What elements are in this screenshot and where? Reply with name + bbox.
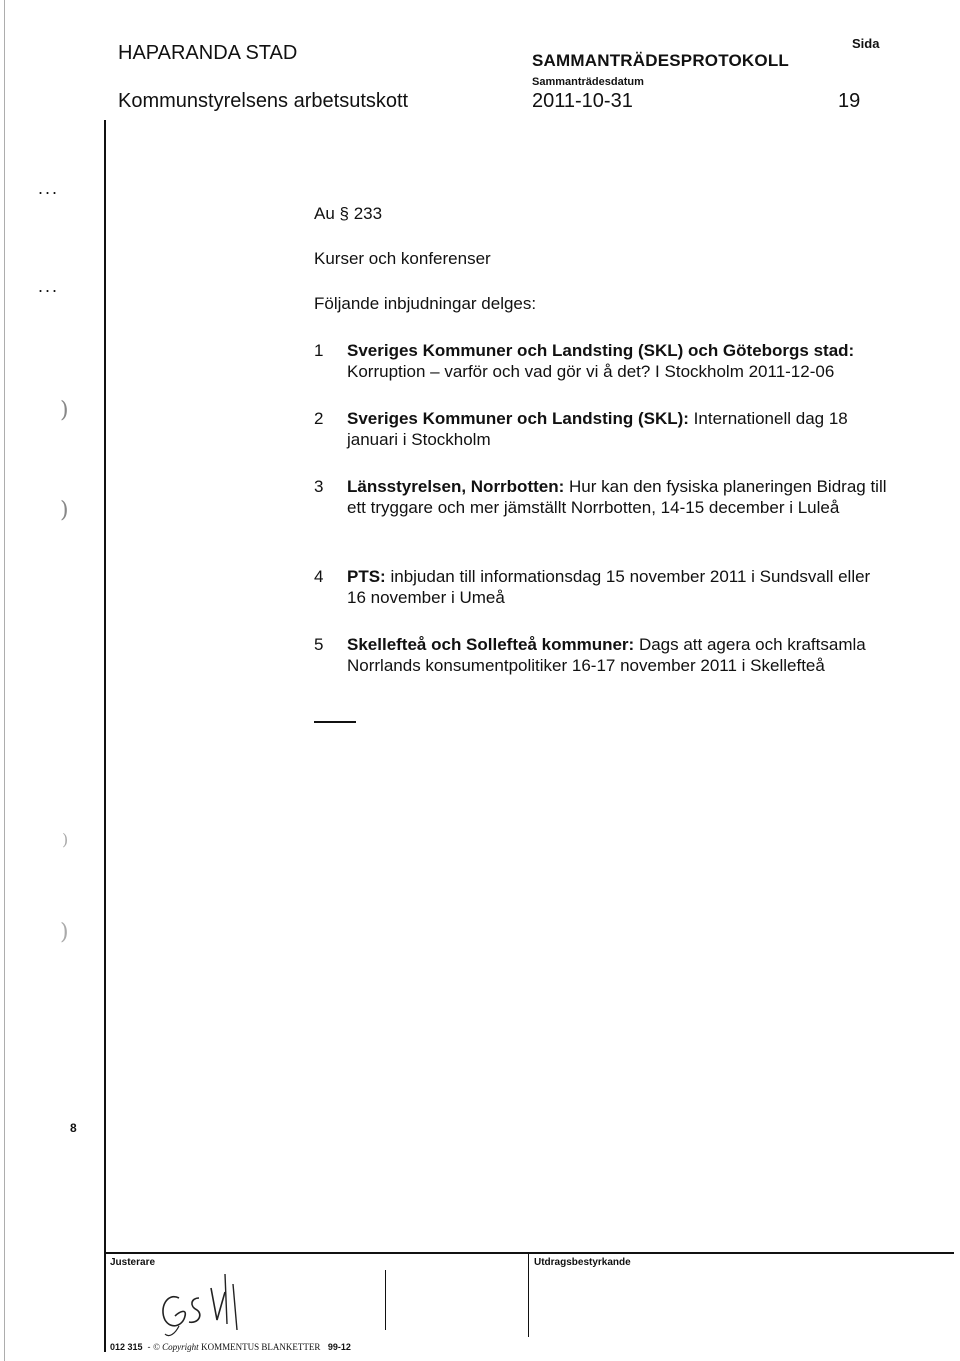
document-type: SAMMANTRÄDESPROTOKOLL xyxy=(532,51,789,70)
margin-dots-1: ... xyxy=(38,178,60,198)
item-org: Sveriges Kommuner och Landsting (SKL): xyxy=(347,409,689,428)
item-org: Skellefteå och Sollefteå kommuner: xyxy=(347,635,635,654)
footer-rule xyxy=(104,1252,954,1254)
justerare-label: Justerare xyxy=(110,1257,156,1268)
margin-side-number: 8 xyxy=(70,1121,77,1135)
committee-name: Kommunstyrelsens arbetsutskott xyxy=(118,90,409,112)
item-number: 2 xyxy=(314,409,324,428)
item-text: Internationell dag 18 januari i Stockholm xyxy=(347,409,848,449)
form-code: 012 315 xyxy=(110,1342,143,1352)
item-number: 1 xyxy=(314,341,324,360)
item-org: Länsstyrelsen, Norrbotten: xyxy=(347,477,565,496)
list-item xyxy=(314,340,914,382)
margin-bracket-mark: ) xyxy=(62,830,69,849)
item-text: Korruption – varför och vad gör vi å det? I Stockholm 2011-12-06 xyxy=(347,362,835,381)
item-org: Sveriges Kommuner och Landsting (SKL) och Göteborgs stad: xyxy=(347,341,855,360)
list-item xyxy=(314,566,914,608)
item-text: inbjudan till informationsdag 15 november 2011 i Sundsvall eller 16 november i Umeå xyxy=(347,567,871,607)
section-intro: Följande inbjudningar delges: xyxy=(314,294,537,313)
footer-divider xyxy=(385,1270,386,1330)
footer-divider xyxy=(528,1252,529,1337)
margin-dots-2: ... xyxy=(38,276,60,296)
item-number: 3 xyxy=(314,477,324,496)
item-number: 4 xyxy=(314,567,324,586)
item-number: 5 xyxy=(314,635,324,654)
scan-edge-line xyxy=(4,0,5,1361)
publisher-name: KOMMENTUS BLANKETTER xyxy=(201,1342,321,1352)
copyright-text: © Copyright xyxy=(153,1342,199,1352)
paragraph-number: Au § 233 xyxy=(314,204,383,223)
utdrag-label: Utdragsbestyrkande xyxy=(534,1257,631,1268)
organization-name: HAPARANDA STAD xyxy=(118,42,298,64)
margin-bracket-mark: ) xyxy=(60,920,69,945)
margin-rule xyxy=(104,120,106,1352)
page-label: Sida xyxy=(852,36,880,51)
form-footer: 012 315 - © Copyright KOMMENTUS BLANKETTER 99-12 xyxy=(110,1342,351,1352)
form-version: 99-12 xyxy=(327,1342,351,1352)
meeting-date: 2011-10-31 xyxy=(532,90,633,112)
section-end-rule xyxy=(314,721,356,723)
margin-bracket-mark: ) xyxy=(60,498,69,523)
page-number: 19 xyxy=(838,90,861,112)
list-item xyxy=(314,476,914,518)
item-text: Hur kan den fysiska planeringen Bidrag till ett tryggare och mer jämställt Norrbotten, 14-15 december i Luleå xyxy=(347,477,887,517)
list-item xyxy=(314,634,914,676)
list-item xyxy=(314,408,914,450)
item-org: PTS: xyxy=(347,567,386,586)
date-label: Sammanträdesdatum xyxy=(532,76,644,88)
section-title: Kurser och konferenser xyxy=(314,249,491,268)
signature-image xyxy=(145,1268,255,1340)
item-text: Dags att agera och kraftsamla Norrlands konsumentpolitiker 16-17 november 2011 i Skellefteå xyxy=(347,635,866,675)
margin-bracket-mark: ) xyxy=(60,398,69,423)
